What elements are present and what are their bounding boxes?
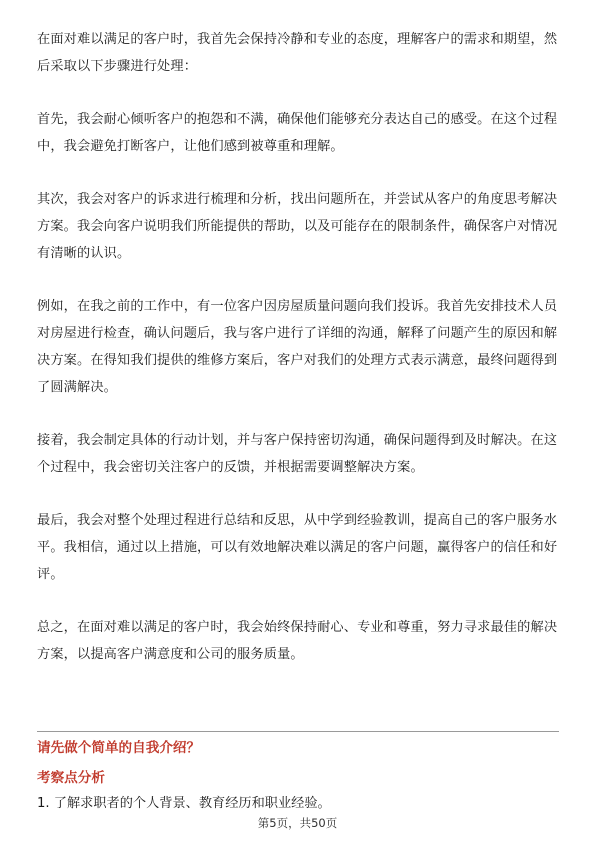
paragraph-gap xyxy=(37,267,559,293)
paragraph-conclusion: 总之，在面对难以满足的客户时，我会始终保持耐心、专业和尊重，努力寻求最佳的解决方案，以提高客户满意度和公司的服务质量。 xyxy=(37,620,558,662)
analysis-list-item: 1. 了解求职者的个人背景、教育经历和职业经验。 xyxy=(37,796,331,811)
paragraph-next-step: 接着，我会制定具体的行动计划，并与客户保持密切沟通，确保问题得到及时解决。在这个过程中，我会密切关注客户的反馈，并根据需要调整解决方案。 xyxy=(37,433,558,475)
paragraph-intro: 在面对难以满足的客户时，我首先会保持冷静和专业的态度，理解客户的需求和期望，然后采取以下步骤进行处理： xyxy=(37,32,558,74)
page-number: 第5页，共50页 xyxy=(257,816,338,830)
analysis-heading: 考察点分析 xyxy=(37,770,105,786)
paragraph-second-step: 其次，我会对客户的诉求进行梳理和分析，找出问题所在，并尝试从客户的角度思考解决方案。我会向客户说明我们所能提供的帮助，以及可能存在的限制条件，确保客户对情况有清晰的认识。 xyxy=(37,192,558,261)
paragraph-gap xyxy=(37,588,559,614)
question-heading: 请先做个简单的自我介绍？ xyxy=(37,740,201,756)
paragraph-gap xyxy=(37,80,559,106)
paragraph-final-step: 最后，我会对整个处理过程进行总结和反思，从中学到经验教训，提高自己的客户服务水平。我相信，通过以上措施，可以有效地解决难以满足的客户问题，赢得客户的信任和好评。 xyxy=(37,513,558,582)
paragraph-gap xyxy=(37,160,559,186)
answer-body xyxy=(37,26,559,668)
paragraph-gap xyxy=(37,481,559,507)
paragraph-gap xyxy=(37,401,559,427)
paragraph-first-step: 首先，我会耐心倾听客户的抱怨和不满，确保他们能够充分表达自己的感受。在这个过程中，我会避免打断客户，让他们感到被尊重和理解。 xyxy=(37,112,558,154)
paragraph-example: 例如，在我之前的工作中，有一位客户因房屋质量问题向我们投诉。我首先安排技术人员对房屋进行检查，确认问题后，我与客户进行了详细的沟通，解释了问题产生的原因和解决方案。在得知我们提供的维修方案后，客户对我们的处理方式表示满意，最终问题得到了圆满解决。 xyxy=(37,299,558,395)
section-divider xyxy=(37,731,559,732)
